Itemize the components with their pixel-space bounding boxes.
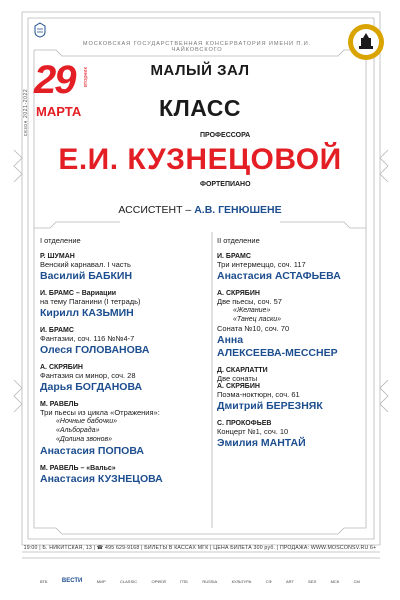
work-subtitle: «Долина звонов»	[56, 436, 113, 443]
date-month: МАРТА	[36, 104, 82, 119]
sponsor-logo: RUSSIA	[202, 578, 218, 584]
institution-name: МОСКОВСКАЯ ГОСУДАРСТВЕННАЯ КОНСЕРВАТОРИЯ ИМЕНИ П.И. ЧАЙКОВСКОГО	[82, 41, 312, 53]
instrument-label: ФОРТЕПИАНО	[200, 181, 251, 188]
professor-label: ПРОФЕССОРА	[200, 132, 251, 139]
assistant-name: А.В. ГЕНЮШЕНЕ	[194, 204, 282, 216]
sponsor-logo: ГПБ	[180, 578, 188, 584]
sponsor-logo: ВЕСТИ	[61, 578, 83, 584]
performer: Анна	[217, 334, 244, 346]
composer: М. РАВЕЛЬ	[40, 401, 79, 408]
concert-title: КЛАСС	[159, 95, 241, 121]
work-title: Поэма-ноктюрн, соч. 61	[217, 390, 300, 399]
program-item	[40, 327, 210, 356]
performer: Дарья БОГДАНОВА	[40, 381, 143, 393]
sponsor-logo: МСК	[330, 578, 340, 584]
performer: Анастасия АСТАФЬЕВА	[217, 270, 341, 282]
composer: А. СКРЯБИН	[217, 383, 260, 390]
part-title: I отделение	[40, 236, 81, 245]
work-title: Две сонаты	[217, 374, 258, 383]
performer: Кирилл КАЗЬМИН	[40, 307, 134, 319]
performer: Анастасия ПОПОВА	[40, 445, 144, 457]
performer: Василий БАБКИН	[40, 270, 133, 282]
work-title: Фантазия си минор, соч. 28	[40, 371, 136, 380]
work-title: Соната №10, соч. 70	[217, 324, 290, 333]
work-subtitle: «Танец ласки»	[233, 316, 282, 323]
program-item	[40, 290, 210, 319]
program-item	[217, 253, 387, 282]
work-subtitle: «Ночные бабочки»	[56, 418, 118, 425]
date-weekday: вторник	[83, 67, 89, 87]
work-title: на тему Паганини (I тетрадь)	[40, 297, 141, 306]
program-item	[40, 465, 210, 485]
work-title: Три интермеццо, соч. 117	[217, 260, 306, 269]
sponsor-logos	[40, 578, 360, 584]
assistant-line	[40, 204, 360, 216]
work-subtitle: «Желание»	[233, 307, 271, 314]
program-item	[217, 290, 387, 359]
composer: И. БРАМС – Вариации	[40, 290, 117, 297]
program-item	[217, 420, 387, 449]
ticket-info: 19:00 | Б. НИКИТСКАЯ, 13 | ☎ 495 629-9168 | БИЛЕТЫ В КАССАХ МГК | ЦЕНА БИЛЕТА 300 руб. | ПРОДАЖА: WWW.MOSCONSV.RU 6+	[23, 545, 377, 551]
composer: И. БРАМС	[40, 327, 74, 334]
hall-name: МАЛЫЙ ЗАЛ	[150, 62, 250, 79]
program-item	[40, 401, 210, 457]
sponsor-logo: CLASSIC	[120, 578, 138, 584]
work-title: Две пьесы, соч. 57	[217, 297, 282, 306]
sponsor-logo: МИР	[96, 578, 106, 584]
sponsor-logo: ОРФЕЙ	[151, 578, 166, 584]
part-title: II отделение	[217, 236, 260, 245]
program-part-1	[40, 236, 210, 493]
performer: Эмилия МАНТАЙ	[217, 437, 306, 449]
composer: А. СКРЯБИН	[40, 364, 83, 371]
sponsor-logo: СФ	[265, 578, 272, 584]
work-title: Концерт №1, соч. 10	[217, 427, 289, 436]
program-item	[40, 364, 210, 393]
composer: А. СКРЯБИН	[217, 290, 260, 297]
program-part-2	[217, 236, 387, 457]
date-day: 29	[34, 58, 75, 102]
composer: Д. СКАРЛАТТИ	[217, 367, 268, 374]
sponsor-logo: ВТБ	[40, 578, 48, 584]
sponsor-logo: БЕЛ	[308, 578, 317, 584]
work-title: Венский карнавал. I часть	[40, 260, 131, 269]
sponsor-logo: КУЛЬТУРА	[231, 578, 252, 584]
sponsor-logo: CM	[353, 578, 360, 584]
ministry-emblem-icon	[34, 22, 46, 38]
work-subtitle: «Альборада»	[56, 427, 100, 434]
performer: Дмитрий БЕРЕЗНЯК	[217, 400, 323, 412]
work-title: Три пьесы из цикла «Отражения»:	[40, 408, 160, 417]
composer: Р. ШУМАН	[40, 253, 75, 260]
conservatory-seal-icon	[346, 22, 386, 62]
season-label: сезон 2021-2022	[23, 88, 29, 136]
composer: М. РАВЕЛЬ – «Вальс»	[40, 465, 116, 472]
program-item	[217, 367, 387, 412]
sponsor-logo: ART	[286, 578, 294, 584]
professor-name: Е.И. КУЗНЕЦОВОЙ	[58, 143, 342, 176]
program-item	[40, 253, 210, 282]
assistant-label: АССИСТЕНТ –	[118, 204, 195, 216]
composer: И. БРАМС	[217, 253, 251, 260]
work-title: Фантазии, соч. 116 №№4-7	[40, 334, 135, 343]
composer: С. ПРОКОФЬЕВ	[217, 420, 272, 427]
performer-surname: АЛЕКСЕЕВА-МЕССНЕР	[217, 347, 338, 359]
performer: Анастасия КУЗНЕЦОВА	[40, 473, 163, 485]
performer: Олеся ГОЛОВАНОВА	[40, 344, 150, 356]
